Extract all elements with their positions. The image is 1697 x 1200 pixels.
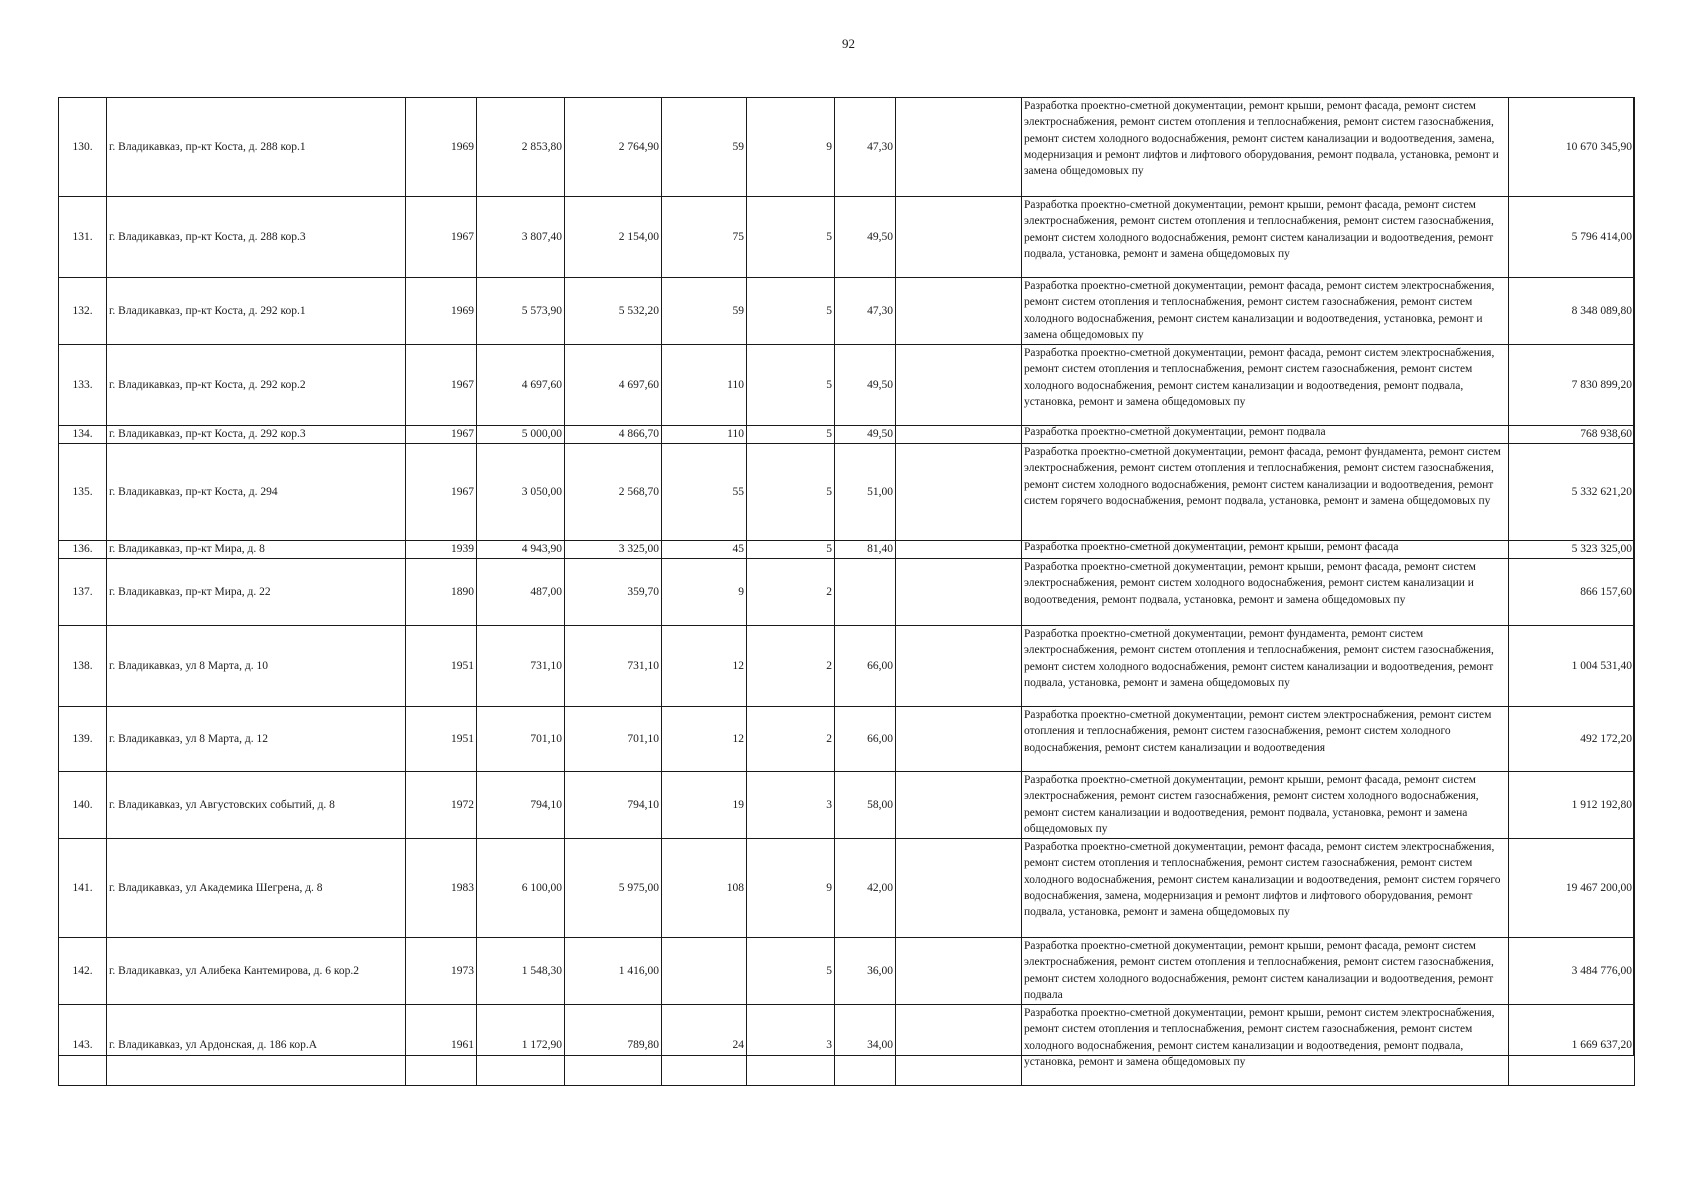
cost-total-cell: 866 157,60 <box>1509 559 1635 626</box>
row-number: 134. <box>59 426 107 444</box>
address-cell: г. Владикавказ, ул Ардонская, д. 186 кор.А <box>107 1005 406 1086</box>
floors-cell: 5 <box>747 426 835 444</box>
residents-cell: 55 <box>662 444 747 541</box>
works-description-cell: Разработка проектно-сметной документации, ремонт систем электроснабжения, ремонт систем отопления и теплоснабжения, ремонт систем газоснабжения, ремонт систем холодного водоснабжения, ремонт систем канализации и водоотведения <box>1022 707 1509 772</box>
wear-cell: 49,50 <box>835 197 896 278</box>
works-description-cell: Разработка проектно-сметной документации, ремонт фасада, ремонт систем электроснабжения, ремонт систем отопления и теплоснабжения, ремонт систем газоснабжения, ремонт систем холодного водоснабжения, ремонт систем канализации и водоотведения, установка, ремонт и замена общедомовых пу <box>1022 278 1509 345</box>
living-area-cell: 1 416,00 <box>565 938 662 1005</box>
total-area-cell: 487,00 <box>477 559 565 626</box>
page-number: 92 <box>842 36 855 51</box>
empty-cell <box>896 559 1022 626</box>
living-area-cell: 4 697,60 <box>565 345 662 426</box>
repair-program-table <box>58 97 1635 1086</box>
row-number: 131. <box>59 197 107 278</box>
cost-total-cell: 1 669 637,20 <box>1509 1005 1635 1086</box>
row-number: 136. <box>59 541 107 559</box>
cost-total-cell: 492 172,20 <box>1509 707 1635 772</box>
empty-cell <box>896 426 1022 444</box>
address-cell: г. Владикавказ, ул Августовских событий, д. 8 <box>107 772 406 839</box>
floors-cell: 3 <box>747 772 835 839</box>
empty-cell <box>896 278 1022 345</box>
living-area-cell: 2 154,00 <box>565 197 662 278</box>
year-cell: 1890 <box>406 559 477 626</box>
cost-total-cell: 1 912 192,80 <box>1509 772 1635 839</box>
wear-cell: 81,40 <box>835 541 896 559</box>
total-area-cell: 701,10 <box>477 707 565 772</box>
empty-cell <box>896 626 1022 707</box>
floors-cell: 3 <box>747 1005 835 1086</box>
total-area-cell: 2 853,80 <box>477 98 565 197</box>
table-row <box>59 541 1635 559</box>
table-row <box>59 772 1635 839</box>
residents-cell: 9 <box>662 559 747 626</box>
address-cell: г. Владикавказ, пр-кт Коста, д. 292 кор.2 <box>107 345 406 426</box>
empty-cell <box>896 444 1022 541</box>
address-cell: г. Владикавказ, пр-кт Коста, д. 292 кор.1 <box>107 278 406 345</box>
residents-cell: 45 <box>662 541 747 559</box>
cost-total-cell: 7 830 899,20 <box>1509 345 1635 426</box>
floors-cell: 5 <box>747 278 835 345</box>
row-number: 132. <box>59 278 107 345</box>
year-cell: 1967 <box>406 345 477 426</box>
empty-cell <box>896 772 1022 839</box>
empty-cell <box>896 707 1022 772</box>
row-number: 143. <box>59 1005 107 1086</box>
table-row <box>59 444 1635 541</box>
wear-cell: 47,30 <box>835 98 896 197</box>
total-area-cell: 731,10 <box>477 626 565 707</box>
living-area-cell: 794,10 <box>565 772 662 839</box>
works-description-cell: Разработка проектно-сметной документации, ремонт фасада, ремонт фундамента, ремонт систем электроснабжения, ремонт систем отопления и теплоснабжения, ремонт систем газоснабжения, ремонт систем холодного водоснабжения, ремонт систем канализации и водоотведения, ремонт систем горячего водоснабжения, ремонт подвала, установка, ремонт и замена общедомовых пу <box>1022 444 1509 541</box>
living-area-cell: 2 764,90 <box>565 98 662 197</box>
address-cell: г. Владикавказ, пр-кт Мира, д. 8 <box>107 541 406 559</box>
year-cell: 1951 <box>406 626 477 707</box>
residents-cell: 24 <box>662 1005 747 1086</box>
works-description-cell: Разработка проектно-сметной документации, ремонт подвала <box>1022 426 1509 444</box>
residents-cell: 59 <box>662 98 747 197</box>
works-description-cell: Разработка проектно-сметной документации, ремонт крыши, ремонт фасада, ремонт систем электроснабжения, ремонт систем отопления и теплоснабжения, ремонт систем газоснабжения, ремонт систем холодного водоснабжения, ремонт систем канализации и водоотведения, замена, модернизация и ремонт лифтов и лифтового оборудования, ремонт подвала, установка, ремонт и замена общедомовых пу <box>1022 98 1509 197</box>
living-area-cell: 4 866,70 <box>565 426 662 444</box>
address-cell: г. Владикавказ, пр-кт Коста, д. 292 кор.3 <box>107 426 406 444</box>
table-row <box>59 839 1635 938</box>
residents-cell: 12 <box>662 707 747 772</box>
cost-total-cell: 19 467 200,00 <box>1509 839 1635 938</box>
living-area-cell: 5 532,20 <box>565 278 662 345</box>
year-cell: 1961 <box>406 1005 477 1086</box>
cost-total-cell: 768 938,60 <box>1509 426 1635 444</box>
floors-cell: 5 <box>747 938 835 1005</box>
works-description-cell: Разработка проектно-сметной документации, ремонт крыши, ремонт фасада, ремонт систем электроснабжения, ремонт систем холодного водоснабжения, ремонт систем канализации и водоотведения, ремонт подвала, установка, ремонт и замена общедомовых пу <box>1022 559 1509 626</box>
table-row <box>59 559 1635 626</box>
living-area-cell: 3 325,00 <box>565 541 662 559</box>
table-row <box>59 197 1635 278</box>
residents-cell: 110 <box>662 426 747 444</box>
total-area-cell: 1 172,90 <box>477 1005 565 1086</box>
residents-cell <box>662 938 747 1005</box>
living-area-cell: 5 975,00 <box>565 839 662 938</box>
wear-cell: 58,00 <box>835 772 896 839</box>
floors-cell: 5 <box>747 197 835 278</box>
table-row <box>59 345 1635 426</box>
row-number: 141. <box>59 839 107 938</box>
table-row <box>59 626 1635 707</box>
works-description-cell: Разработка проектно-сметной документации, ремонт фасада, ремонт систем электроснабжения, ремонт систем отопления и теплоснабжения, ремонт систем газоснабжения, ремонт систем холодного водоснабжения, ремонт систем канализации и водоотведения, ремонт подвала, установка, ремонт и замена общедомовых пу <box>1022 345 1509 426</box>
row-number: 135. <box>59 444 107 541</box>
total-area-cell: 794,10 <box>477 772 565 839</box>
address-cell: г. Владикавказ, пр-кт Коста, д. 288 кор.3 <box>107 197 406 278</box>
living-area-cell: 2 568,70 <box>565 444 662 541</box>
wear-cell: 47,30 <box>835 278 896 345</box>
wear-cell <box>835 559 896 626</box>
address-cell: г. Владикавказ, ул Алибека Кантемирова, д. 6 кор.2 <box>107 938 406 1005</box>
works-description-cell: Разработка проектно-сметной документации, ремонт крыши, ремонт систем электроснабжения, ремонт систем отопления и теплоснабжения, ремонт систем газоснабжения, ремонт систем холодного водоснабжения, ремонт систем канализации и водоотведения, ремонт подвала, установка, ремонт и замена общедомовых пу <box>1022 1005 1509 1086</box>
address-cell: г. Владикавказ, пр-кт Мира, д. 22 <box>107 559 406 626</box>
works-description-cell: Разработка проектно-сметной документации, ремонт фундамента, ремонт систем электроснабжения, ремонт систем отопления и теплоснабжения, ремонт систем газоснабжения, ремонт систем холодного водоснабжения, ремонт систем канализации и водоотведения, ремонт подвала, установка, ремонт и замена общедомовых пу <box>1022 626 1509 707</box>
table-row <box>59 1005 1635 1086</box>
wear-cell: 51,00 <box>835 444 896 541</box>
living-area-cell: 359,70 <box>565 559 662 626</box>
wear-cell: 34,00 <box>835 1005 896 1086</box>
year-cell: 1983 <box>406 839 477 938</box>
wear-cell: 66,00 <box>835 707 896 772</box>
floors-cell: 5 <box>747 444 835 541</box>
total-area-cell: 5 573,90 <box>477 278 565 345</box>
total-area-cell: 4 697,60 <box>477 345 565 426</box>
table-row <box>59 98 1635 197</box>
table-row <box>59 707 1635 772</box>
cost-total-cell: 5 332 621,20 <box>1509 444 1635 541</box>
total-area-cell: 1 548,30 <box>477 938 565 1005</box>
table-row <box>59 938 1635 1005</box>
row-number: 139. <box>59 707 107 772</box>
year-cell: 1951 <box>406 707 477 772</box>
year-cell: 1967 <box>406 444 477 541</box>
floors-cell: 5 <box>747 345 835 426</box>
wear-cell: 36,00 <box>835 938 896 1005</box>
wear-cell: 42,00 <box>835 839 896 938</box>
year-cell: 1972 <box>406 772 477 839</box>
floors-cell: 9 <box>747 98 835 197</box>
works-description-cell: Разработка проектно-сметной документации, ремонт фасада, ремонт систем электроснабжения, ремонт систем отопления и теплоснабжения, ремонт систем газоснабжения, ремонт систем холодного водоснабжения, ремонт систем канализации и водоотведения, ремонт систем горячего водоснабжения, замена, модернизация и ремонт лифтов и лифтового оборудования, ремонт подвала, установка, ремонт и замена общедомовых пу <box>1022 839 1509 938</box>
living-area-cell: 731,10 <box>565 626 662 707</box>
address-cell: г. Владикавказ, ул 8 Марта, д. 10 <box>107 626 406 707</box>
table-body <box>59 98 1635 1086</box>
address-cell: г. Владикавказ, ул 8 Марта, д. 12 <box>107 707 406 772</box>
cost-total-cell: 8 348 089,80 <box>1509 278 1635 345</box>
residents-cell: 12 <box>662 626 747 707</box>
empty-cell <box>896 839 1022 938</box>
cost-total-cell: 3 484 776,00 <box>1509 938 1635 1005</box>
wear-cell: 49,50 <box>835 345 896 426</box>
year-cell: 1967 <box>406 426 477 444</box>
cost-total-cell: 5 323 325,00 <box>1509 541 1635 559</box>
cost-total-cell: 5 796 414,00 <box>1509 197 1635 278</box>
year-cell: 1939 <box>406 541 477 559</box>
living-area-cell: 701,10 <box>565 707 662 772</box>
empty-cell <box>896 345 1022 426</box>
floors-cell: 5 <box>747 541 835 559</box>
empty-cell <box>896 197 1022 278</box>
row-number: 137. <box>59 559 107 626</box>
total-area-cell: 5 000,00 <box>477 426 565 444</box>
row-number: 133. <box>59 345 107 426</box>
works-description-cell: Разработка проектно-сметной документации, ремонт крыши, ремонт фасада <box>1022 541 1509 559</box>
wear-cell: 49,50 <box>835 426 896 444</box>
table-row <box>59 278 1635 345</box>
residents-cell: 59 <box>662 278 747 345</box>
floors-cell: 2 <box>747 626 835 707</box>
total-area-cell: 3 807,40 <box>477 197 565 278</box>
residents-cell: 75 <box>662 197 747 278</box>
year-cell: 1973 <box>406 938 477 1005</box>
wear-cell: 66,00 <box>835 626 896 707</box>
total-area-cell: 3 050,00 <box>477 444 565 541</box>
works-description-cell: Разработка проектно-сметной документации, ремонт крыши, ремонт фасада, ремонт систем электроснабжения, ремонт систем отопления и теплоснабжения, ремонт систем газоснабжения, ремонт систем холодного водоснабжения, ремонт систем канализации и водоотведения, ремонт подвала <box>1022 938 1509 1005</box>
floors-cell: 2 <box>747 559 835 626</box>
table-row <box>59 426 1635 444</box>
total-area-cell: 6 100,00 <box>477 839 565 938</box>
year-cell: 1969 <box>406 98 477 197</box>
address-cell: г. Владикавказ, пр-кт Коста, д. 294 <box>107 444 406 541</box>
year-cell: 1969 <box>406 278 477 345</box>
row-number: 142. <box>59 938 107 1005</box>
empty-cell <box>896 1005 1022 1086</box>
residents-cell: 19 <box>662 772 747 839</box>
empty-cell <box>896 938 1022 1005</box>
cost-total-cell: 1 004 531,40 <box>1509 626 1635 707</box>
floors-cell: 2 <box>747 707 835 772</box>
year-cell: 1967 <box>406 197 477 278</box>
address-cell: г. Владикавказ, ул Академика Шегрена, д. 8 <box>107 839 406 938</box>
cost-total-cell: 10 670 345,90 <box>1509 98 1635 197</box>
works-description-cell: Разработка проектно-сметной документации, ремонт крыши, ремонт фасада, ремонт систем электроснабжения, ремонт систем отопления и теплоснабжения, ремонт систем газоснабжения, ремонт систем холодного водоснабжения, ремонт систем канализации и водоотведения, ремонт подвала, установка, ремонт и замена общедомовых пу <box>1022 197 1509 278</box>
total-area-cell: 4 943,90 <box>477 541 565 559</box>
works-description-cell: Разработка проектно-сметной документации, ремонт крыши, ремонт фасада, ремонт систем электроснабжения, ремонт систем газоснабжения, ремонт систем холодного водоснабжения, ремонт систем канализации и водоотведения, ремонт подвала, установка, ремонт и замена общедомовых пу <box>1022 772 1509 839</box>
row-number: 130. <box>59 98 107 197</box>
row-number: 138. <box>59 626 107 707</box>
empty-cell <box>896 98 1022 197</box>
floors-cell: 9 <box>747 839 835 938</box>
living-area-cell: 789,80 <box>565 1005 662 1086</box>
row-number: 140. <box>59 772 107 839</box>
residents-cell: 110 <box>662 345 747 426</box>
address-cell: г. Владикавказ, пр-кт Коста, д. 288 кор.1 <box>107 98 406 197</box>
empty-cell <box>896 541 1022 559</box>
residents-cell: 108 <box>662 839 747 938</box>
